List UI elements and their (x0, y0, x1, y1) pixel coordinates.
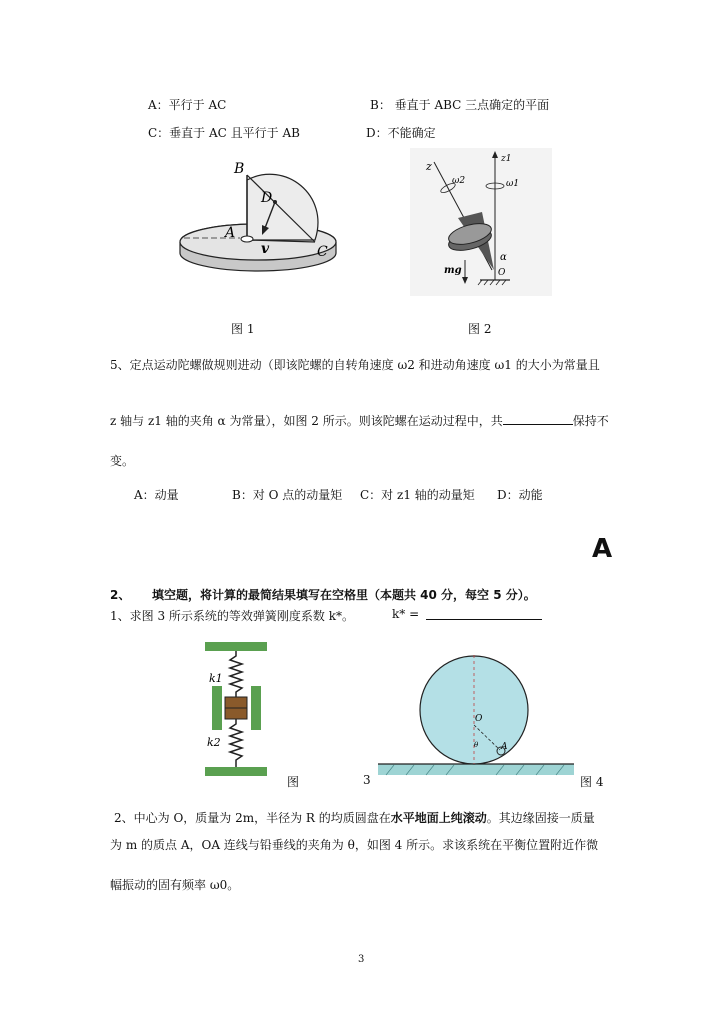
problem-2-line-1-start: 2、中心为 O，质量为 2m，半径为 R 的均质圆盘在 (114, 811, 391, 825)
figure-4-rolling-disk (378, 655, 574, 777)
page-number: 3 (358, 954, 365, 965)
fig1-label-d: D (261, 190, 273, 206)
section-2-title: 填空题，将计算的最简结果填写在空格里（本题共 40 分，每空 5 分）。 (152, 588, 536, 602)
fig4-label-o: O (475, 714, 483, 724)
fig3-label-k1: k1 (209, 672, 223, 685)
fig2-label-z1: z1 (501, 154, 512, 164)
fig2-label-o: O (498, 268, 506, 278)
problem-1-answer-label: k* = (392, 607, 420, 621)
figure-3-caption-left: 图 (287, 775, 300, 789)
fig4-label-theta: θ (474, 741, 479, 749)
fig2-label-alpha: α (500, 252, 507, 263)
q5-line-1: 5、定点运动陀螺做规则进动（即该陀螺的自转角速度 ω2 和进动角速度 ω1 的大小为常量且 (110, 358, 600, 372)
problem-1-text: 1、求图 3 所示系统的等效弹簧刚度系数 k*。 (110, 609, 354, 623)
problem-2-line-3: 幅振动的固有频率 ω0。 (110, 878, 240, 892)
q5-line-2-end: 保持不 (572, 414, 609, 428)
q5-option-c: C：对 z1 轴的动量矩 (360, 488, 475, 502)
q5-option-a: A：动量 (134, 488, 179, 502)
problem-2-line-2: 为 m 的质点 A，OA 连线与铅垂线的夹角为 θ，如图 4 所示。求该系统在平衡位置附近作微 (110, 838, 599, 852)
q5-option-d: D：动能 (497, 488, 543, 502)
q4-option-b: B： 垂直于 ABC 三点确定的平面 (370, 98, 550, 112)
fig1-label-a: A (225, 225, 236, 241)
version-stamp: A (592, 534, 613, 564)
q5-line-2-text: z 轴与 z1 轴的夹角 α 为常量），如图 2 所示。则该陀螺在运动过程中，共 (110, 414, 503, 428)
fig1-label-c: C (317, 244, 328, 260)
fig2-label-mg: mg (444, 265, 462, 276)
fig1-label-b: B (234, 161, 245, 177)
q5-answer-blank[interactable] (503, 412, 573, 425)
q4-option-d: D：不能确定 (366, 126, 436, 140)
figure-1-disk (170, 155, 340, 280)
fig2-label-z: z (426, 160, 432, 173)
problem-2-line-1 (114, 809, 595, 826)
figure-2-caption: 图 2 (468, 322, 492, 336)
problem-1-answer-blank[interactable] (426, 619, 542, 620)
problem-2-emphasis: 水平地面上纯滚动 (390, 811, 487, 825)
q5-option-b: B：对 O 点的动量矩 (232, 488, 343, 502)
section-2-number: 2、 (110, 588, 131, 602)
problem-2-line-1-end: 。其边缘固接一质量 (486, 811, 595, 825)
figure-3-springs (200, 640, 276, 778)
fig1-label-v: v (261, 241, 270, 257)
fig4-label-a: A (501, 742, 508, 752)
figure-2-gyroscope (410, 148, 552, 296)
q4-option-c: C：垂直于 AC 且平行于 AB (148, 126, 300, 140)
figure-1-caption: 图 1 (231, 322, 255, 336)
figure-4-caption: 图 4 (580, 775, 604, 789)
q5-line-3: 变。 (110, 454, 135, 468)
figure-3-caption-right: 3 (363, 773, 371, 787)
q4-option-a: A：平行于 AC (148, 98, 227, 112)
fig3-label-k2: k2 (207, 736, 221, 749)
fig2-label-omega1: ω1 (506, 179, 520, 189)
fig2-label-omega2: ω2 (452, 176, 466, 186)
q5-line-2 (110, 412, 609, 429)
